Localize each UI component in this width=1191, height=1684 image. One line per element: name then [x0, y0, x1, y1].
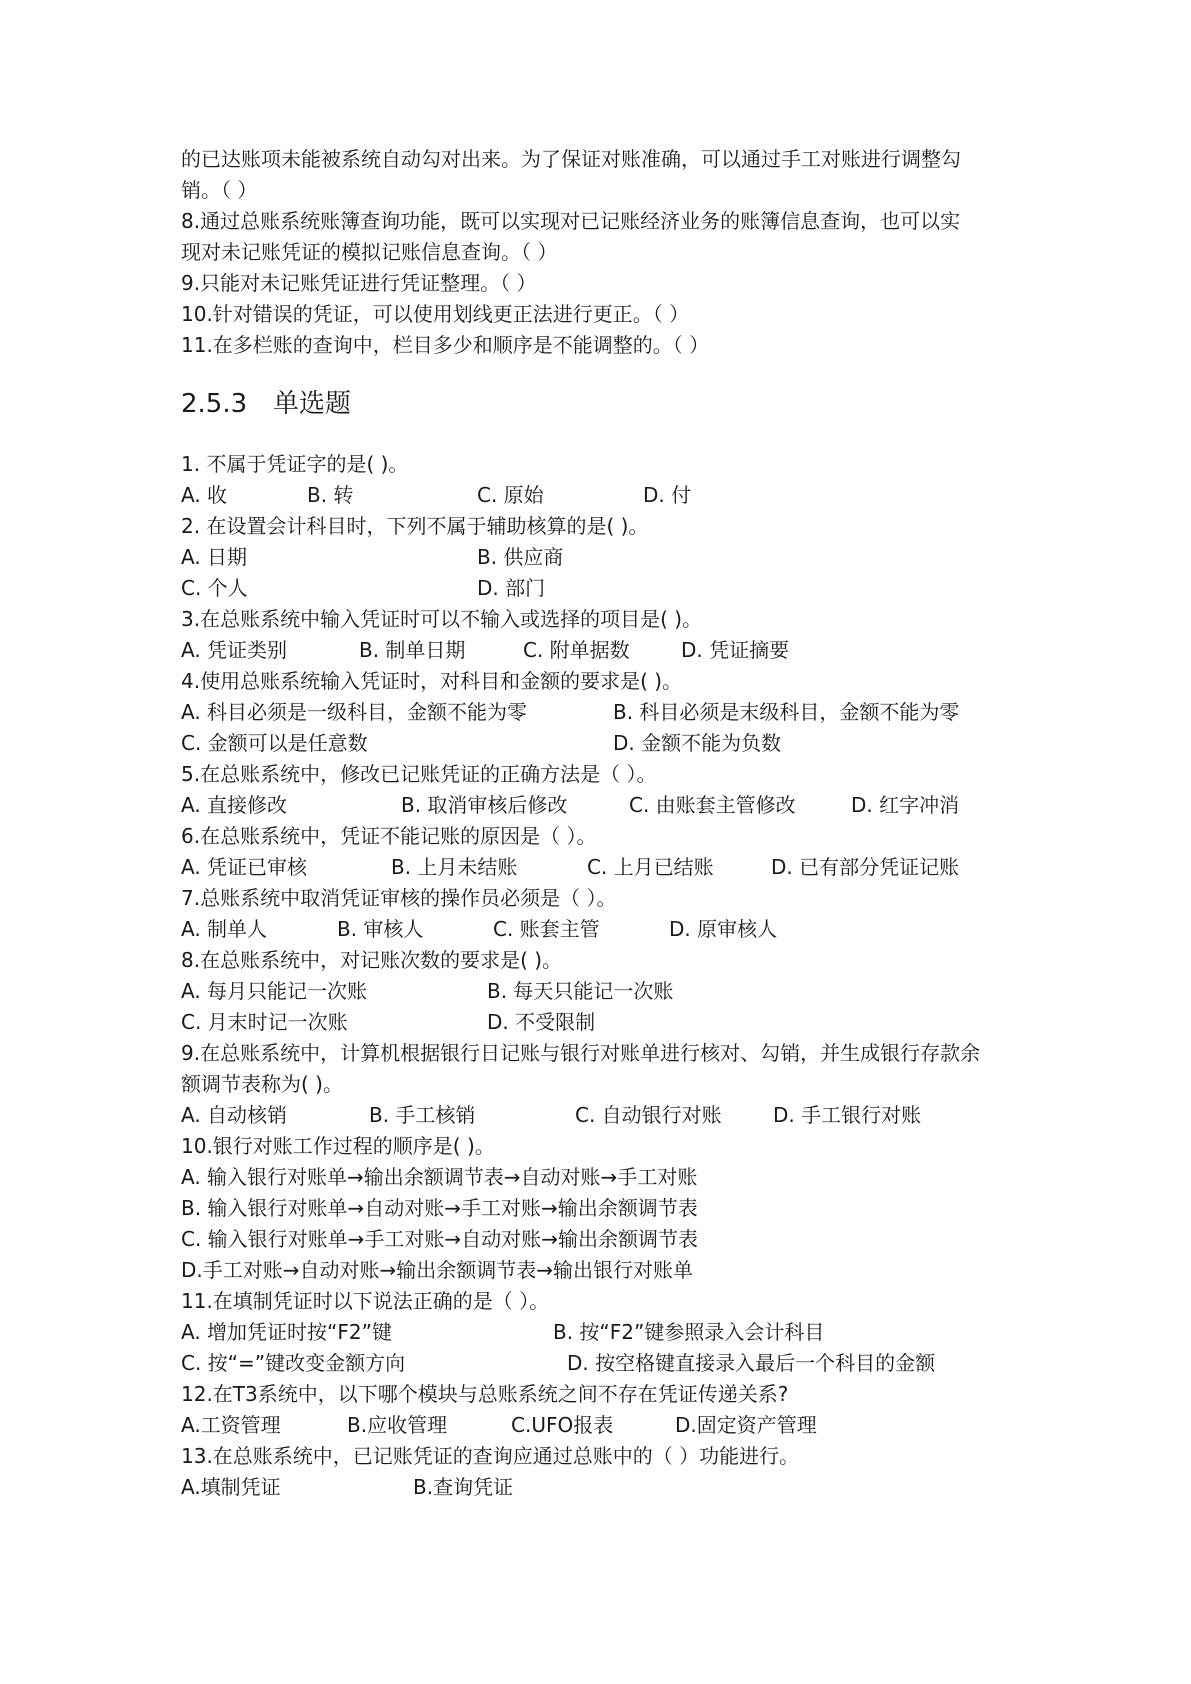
q10-option-a: A. 输入银行对账单→输出余额调节表→自动对账→手工对账 [181, 1165, 698, 1189]
q2-option-b: B. 供应商 [477, 545, 564, 569]
q4-options-row2 [181, 728, 1041, 759]
q13-options [181, 1472, 1041, 1503]
document-page [181, 144, 1041, 1503]
q5-option-d: D. 红字冲消 [851, 793, 960, 817]
q7-option-b: B. 审核人 [337, 917, 424, 941]
q4-option-b: B. 科目必须是末级科目，金额不能为零 [613, 700, 960, 724]
q6-option-a: A. 凭证已审核 [181, 855, 308, 879]
q8-options-row1 [181, 976, 1041, 1007]
q8-option-c: C. 月末时记一次账 [181, 1010, 348, 1034]
q3-option-b: B. 制单日期 [359, 638, 466, 662]
tf-line-1: 的已达账项未能被系统自动勾对出来。为了保证对账准确，可以通过手工对账进行调整勾 [181, 147, 961, 171]
tf-line-6: 10.针对错误的凭证，可以使用划线更正法进行更正。（ ） [181, 302, 690, 326]
q10-option-b: B. 输入银行对账单→自动对账→手工对账→输出余额调节表 [181, 1196, 698, 1220]
q9-option-a: A. 自动核销 [181, 1103, 288, 1127]
q11-options-row1 [181, 1317, 1041, 1348]
q2-option-a: A. 日期 [181, 545, 248, 569]
q10-option-c: C. 输入银行对账单→手工对账→自动对账→输出余额调节表 [181, 1227, 698, 1251]
q13-stem: 13.在总账系统中，已记账凭证的查询应通过总账中的（ ）功能进行。 [181, 1444, 800, 1468]
q4-options-row1 [181, 697, 1041, 728]
q9-stem-line2: 额调节表称为( )。 [181, 1072, 343, 1096]
q8-option-b: B. 每天只能记一次账 [487, 979, 674, 1003]
q13-option-a: A.填制凭证 [181, 1475, 281, 1499]
q11-option-a: A. 增加凭证时按“F2”键 [181, 1320, 392, 1344]
section-heading [181, 387, 1041, 421]
tf-line-5: 9.只能对未记账凭证进行凭证整理。（ ） [181, 271, 537, 295]
q5-option-a: A. 直接修改 [181, 793, 288, 817]
q1-stem: 1. 不属于凭证字的是( )。 [181, 452, 409, 476]
q9-option-b: B. 手工核销 [369, 1103, 476, 1127]
q5-options [181, 790, 1041, 821]
q2-options-row2 [181, 573, 1041, 604]
tf-line-2: 销。（ ） [181, 178, 258, 202]
q11-option-b: B. 按“F2”键参照录入会计科目 [553, 1320, 825, 1344]
q8-option-a: A. 每月只能记一次账 [181, 979, 368, 1003]
q1-options [181, 480, 1041, 511]
q2-stem: 2. 在设置会计科目时，下列不属于辅助核算的是( )。 [181, 514, 649, 538]
q9-options [181, 1100, 1041, 1131]
q8-stem: 8.在总账系统中，对记账次数的要求是( )。 [181, 948, 563, 972]
q10-option-d: D.手工对账→自动对账→输出余额调节表→输出银行对账单 [181, 1258, 694, 1282]
q9-option-c: C. 自动银行对账 [575, 1103, 722, 1127]
q5-option-b: B. 取消审核后修改 [401, 793, 568, 817]
q2-options-row1 [181, 542, 1041, 573]
q5-stem: 5.在总账系统中，修改已记账凭证的正确方法是（ ）。 [181, 762, 657, 786]
q8-options-row2 [181, 1007, 1041, 1038]
q5-option-c: C. 由账套主管修改 [629, 793, 796, 817]
q13-option-b: B.查询凭证 [413, 1475, 514, 1499]
q3-option-d: D. 凭证摘要 [681, 638, 790, 662]
q12-option-b: B.应收管理 [347, 1413, 448, 1437]
section-title: 单选题 [273, 389, 352, 419]
q6-stem: 6.在总账系统中，凭证不能记账的原因是（ ）。 [181, 824, 597, 848]
q9-stem-line1: 9.在总账系统中，计算机根据银行日记账与银行对账单进行核对、勾销，并生成银行存款余 [181, 1041, 981, 1065]
q3-option-a: A. 凭证类别 [181, 638, 288, 662]
q11-option-d: D. 按空格键直接录入最后一个科目的金额 [567, 1351, 936, 1375]
q7-options [181, 914, 1041, 945]
q12-option-d: D.固定资产管理 [675, 1413, 817, 1437]
q6-option-d: D. 已有部分凭证记账 [771, 855, 960, 879]
q3-option-c: C. 附单据数 [523, 638, 630, 662]
q4-option-a: A. 科目必须是一级科目，金额不能为零 [181, 700, 528, 724]
q2-option-c: C. 个人 [181, 576, 248, 600]
q7-option-d: D. 原审核人 [669, 917, 778, 941]
q2-option-d: D. 部门 [477, 576, 546, 600]
q12-options [181, 1410, 1041, 1441]
tf-line-7: 11.在多栏账的查询中，栏目多少和顺序是不能调整的。（ ） [181, 333, 710, 357]
q7-stem: 7.总账系统中取消凭证审核的操作员必须是（ ）。 [181, 886, 617, 910]
q1-option-d: D. 付 [643, 483, 692, 507]
q1-option-c: C. 原始 [477, 483, 544, 507]
q12-stem: 12.在T3系统中，以下哪个模块与总账系统之间不存在凭证传递关系? [181, 1382, 789, 1406]
q3-stem: 3.在总账系统中输入凭证时可以不输入或选择的项目是( )。 [181, 607, 703, 631]
q4-stem: 4.使用总账系统输入凭证时，对科目和金额的要求是( )。 [181, 669, 683, 693]
section-number: 2.5.3 [181, 389, 248, 419]
q12-option-c: C.UFO报表 [511, 1413, 614, 1437]
q9-option-d: D. 手工银行对账 [773, 1103, 922, 1127]
q7-option-a: A. 制单人 [181, 917, 268, 941]
q3-options [181, 635, 1041, 666]
tf-line-4: 现对未记账凭证的模拟记账信息查询。（ ） [181, 240, 558, 264]
q8-option-d: D. 不受限制 [487, 1010, 596, 1034]
q4-option-d: D. 金额不能为负数 [613, 731, 782, 755]
q11-option-c: C. 按“=”键改变金额方向 [181, 1351, 406, 1375]
q1-option-a: A. 收 [181, 483, 228, 507]
q7-option-c: C. 账套主管 [493, 917, 600, 941]
q6-options [181, 852, 1041, 883]
q11-stem: 11.在填制凭证时以下说法正确的是（ ）。 [181, 1289, 550, 1313]
q10-stem: 10.银行对账工作过程的顺序是( )。 [181, 1134, 495, 1158]
q1-option-b: B. 转 [307, 483, 354, 507]
q12-option-a: A.工资管理 [181, 1413, 281, 1437]
q11-options-row2 [181, 1348, 1041, 1379]
q4-option-c: C. 金额可以是任意数 [181, 731, 368, 755]
q6-option-b: B. 上月未结账 [391, 855, 518, 879]
q6-option-c: C. 上月已结账 [587, 855, 714, 879]
tf-line-3: 8.通过总账系统账簿查询功能，既可以实现对已记账经济业务的账簿信息查询，也可以实 [181, 209, 961, 233]
